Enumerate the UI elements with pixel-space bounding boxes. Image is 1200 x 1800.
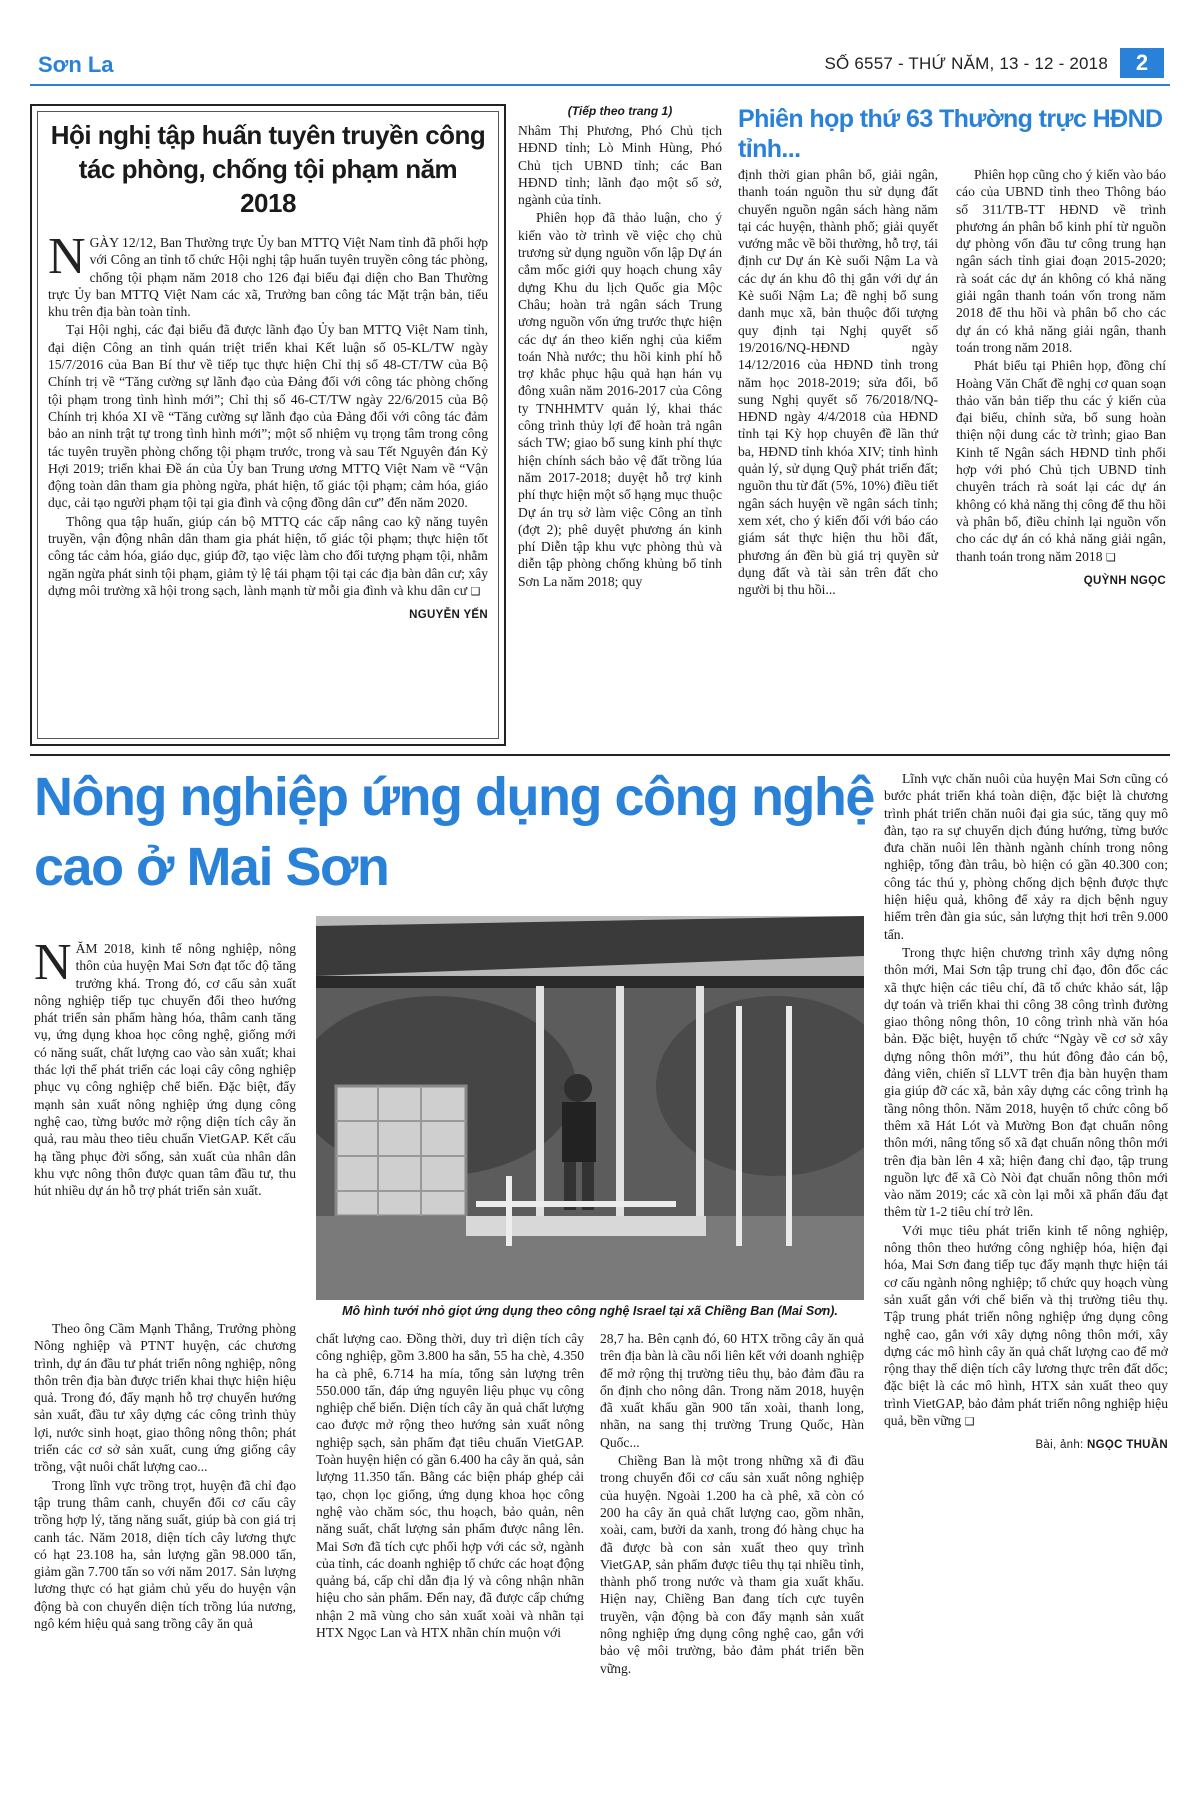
article-title: Hội nghị tập huấn tuyên truyền công tác phòng, chống tội phạm năm 2018 xyxy=(50,120,486,218)
end-mark: ❑ xyxy=(1105,551,1116,564)
end-mark: ❑ xyxy=(964,1415,975,1428)
paragraph xyxy=(48,513,488,601)
issue-info: SỐ 6557 - THỨ NĂM, 13 - 12 - 2018 xyxy=(824,54,1108,73)
paragraph: định thời gian phân bổ, giải ngân, thanh toán nguồn thu sử dụng đất chuyển nguồn ngân sách hàng năm tại các huyện, thành phố; giải quyết vướng mắc về bồi thường, hỗ trợ, tái định cư Dự án Kè suối Nậm La và các dự án khu đô thị gắn với dự án Kè suối Nậm La; đề nghị bổ sung danh mục xã, bản thuộc đối tượng quy định tại Nghị quyết số 19/2016/NQ-HĐND ngày 14/12/2016 của HĐND tỉnh trong năm học 2018-2019; sửa đổi, bổ sung Nghị quyết số 76/2018/NQ-HĐND ngày 4/4/2018 của HĐND tỉnh tại Kỳ họp chuyên đề lần thứ ba, HĐND tỉnh khóa XIV; tỉnh hình quản lý, sử dụng Quỹ phát triển đất; nguồn thu từ đất (5%, 10%) điều tiết ngân sách huyện về ngân sách tỉnh; xem xét, cho ý kiến đối với báo cáo giám sát thực hiện thu hồi đất, phương án đền bù giá trị quyền sử dụng đất và tài sản trên đất cho người bị thu hồi... xyxy=(738,167,938,598)
article-body xyxy=(46,228,490,625)
article-body xyxy=(884,770,1168,1455)
paragraph: Tại Hội nghị, các đại biểu đã được lãnh đạo Ủy ban MTTQ Việt Nam tỉnh, đại diện Công an tỉnh quán triệt triển khai Kết luận số 05-KL/TW ngày 15/7/2016 của Ban Bí thư về tiếp tục thực hiện Chỉ thị số 48-CT/TW của Bộ Chính trị về “Tăng cường sự lãnh đạo của Đảng đối với công tác phòng chống tội phạm trong tình hình mới”; Chỉ thị số 46-CT/TW ngày 22/6/2015 của Bộ Chính trị khóa XI về “Tăng cường sự lãnh đạo của Đảng đối với công tác đảm bảo an ninh trật tự trong tình hình mới”; một số nhiệm vụ trọng tâm trong công tác tuyên truyền phòng chống tội phạm trước, trong và sau Tết Nguyên đán Kỷ Hợi 2019; triển khai Đề án của Ủy ban Trung ương MTTQ Việt Nam về “Vận động toàn dân tham gia phòng ngừa, phát hiện, tố giác tội phạm; cảm hóa, giáo dục, cải tạo người phạm tội tại gia đình và cộng đồng dân cư” đến năm 2020. xyxy=(48,322,488,511)
paragraph: Chiềng Ban là một trong những xã đi đầu trong chuyển đổi cơ cấu sản xuất nông nghiệp của huyện. Ngoài 1.200 ha cà phê, xã còn có 200 ha cây ăn quả chất lượng cao, gồm nhãn, xoài, cam, bưởi da xanh, trong đó hàng chục ha đã được bà con sản xuất theo quy trình VietGAP, sản phẩm được tiêu thụ tại nhiều tỉnh, thành phố trong nước và tham gia xuất khẩu. Hiện nay, Chiềng Ban đang tích cực tuyên truyền, vận động bà con đẩy mạnh sản xuất nông nghiệp ứng dụng công nghệ cao, gắn với bảo vệ môi trường, bảo đảm phát triển bền vững. xyxy=(600,1453,864,1676)
section-divider xyxy=(30,754,1170,756)
paragraph: Trong lĩnh vực trồng trọt, huyện đã chỉ đạo tập trung thâm canh, chuyển đổi cơ cấu cây trồng hợp lý, tăng năng suất, giúp bà con giá trị canh tác. Năm 2018, diện tích cây lương thực có hạt 23.108 ha, sản lượng gần 98.000 tấn, giảm gần 7.700 tấn so với năm 2017. Sản lượng lương thực có hạt giảm chủ yếu do huyện vận động bà con chuyển diện tích trồng lúa nương, ngô kém hiệu quả sang trồng cây ăn quả xyxy=(34,1477,296,1632)
article-body xyxy=(34,1320,296,1632)
paragraph: Trong thực hiện chương trình xây dựng nông thôn mới, Mai Sơn tập trung chỉ đạo, đôn đốc các xã thực hiện các tiêu chí, đã tổ chức khảo sát, lập dự toán và triển khai thi công 38 công trình đường giao thông nông thôn, 10 công trình nhà văn hóa bản. Đặc biệt, huyện tổ chức “Ngày về cơ sở xây dựng nông thôn mới”, thu hút đông đảo cán bộ, đảng viên, chiến sĩ LLVT trên địa bàn huyện tham gia giúp đỡ các xã, bản xây dựng các công trình hạ tầng nông thôn. Năm 2018, huyện tổ chức công bố thêm xã Hát Lót và Mường Bon đạt chuẩn nông thôn mới, nâng tổng số xã đạt chuẩn nông thôn mới trên địa bàn lên 4 xã; hiện đang chỉ đạo, tập trung nguồn lực để xã Cò Nòi đạt chuẩn nông thôn mới vào năm 2019; các xã còn lại mỗi xã phấn đấu đạt thêm từ 1-2 tiêu chí trở lên. xyxy=(884,944,1168,1220)
page-number: 2 xyxy=(1120,48,1164,78)
paragraph-text: Phát biểu tại Phiên họp, đồng chí Hoàng Văn Chất đề nghị cơ quan soạn thảo văn bản tiếp thu các ý kiến của đại biểu, chỉnh sửa, bổ sung hoàn thiện nội dung các tờ trình; giao Ban Kinh tế Ngân sách HĐND tỉnh phối hợp với phó Chủ tịch UBND tỉnh chuyên trách rà soát lại các dự án không có khả năng thị công để thu hồi và phân bổ, điều chỉnh lại nguồn vốn cho các dự án có khả năng giải ngân, thanh toán trong năm 2018 xyxy=(956,358,1166,564)
article-column xyxy=(316,1330,584,1780)
byline: NGUYỄN YẾN xyxy=(409,609,488,622)
photo-caption: Mô hình tưới nhỏ giọt ứng dụng theo công nghệ Israel tại xã Chiềng Ban (Mai Sơn). xyxy=(342,1304,838,1318)
paragraph: Phiên họp đã thảo luận, cho ý kiến vào tờ trình về việc chọ chủ trương sử dụng nguồn vốn lập Dự án cắm mốc giới quy hoạch chung xây dựng Khu du lịch Quốc gia Mộc Châu; hoàn trả ngân sách Trung ương nguồn vốn ứng trước thực hiện các dự án theo kiến nghị của kiểm toán Nhà nước; thu hồi kinh phí hỗ trợ khắc phục hậu quả hạn hán vụ đông xuân năm 2016-2017 của Công ty TNHHMTV quản lý, khai thác công trình thủy lợi để hoàn trả ngân sách TW; giao bổ sung kinh phí thực hiện chính sách bảo vệ đất trồng lúa năm 2017-2018; duyệt hỗ trợ kinh phí thực hiện một số hạng mục thuộc Dự án trụ sở làm việc Công an tỉnh (đợt 2); phê duyệt phương án kinh phí Diễn tập khu vực phòng thủ và diễn tập phòng chống khủng bố tỉnh Sơn La năm 2018; quy xyxy=(518,210,722,589)
paragraph: Phiên họp cũng cho ý kiến vào báo cáo của UBND tỉnh theo Thông báo số 311/TB-TT HĐND về trình phương án phân bổ kinh phí từ nguồn dự phòng vốn đầu tư công trung hạn ngân sách tỉnh giai đoạn 2015-2020; rà soát các dự án không có khả năng giải ngân thanh toán vốn trong năm 2018 để thu hồi và phân bổ cho các dự án có khả năng giải ngân, thanh toán trong năm 2018. xyxy=(956,167,1166,355)
article-column xyxy=(956,166,1166,746)
paragraph-text: Thông qua tập huấn, giúp cán bộ MTTQ các cấp nâng cao kỹ năng tuyên truyền, vận động nhân dân tham gia phát hiện, tố giác tội phạm; thực hiện tốt công tác cảm hóa, giáo dục, giúp đỡ, tạo việc làm cho đối tượng phạm tội, nhằm ngăn ngừa phát sinh tội phạm, giảm tỷ lệ tái phạm tội tại các địa bàn dân cư; xây dựng môi trường xã hội trong sạch, lành mạnh từ mỗi gia đình và khu dân cư xyxy=(48,513,488,598)
drop-cap: N xyxy=(48,228,86,285)
byline-prefix: Bài, ảnh: xyxy=(1035,1439,1084,1452)
farm-irrigation-photo xyxy=(316,916,864,1300)
article-body xyxy=(738,166,938,598)
article-body xyxy=(34,934,296,1199)
byline xyxy=(884,1437,1168,1454)
paragraph xyxy=(34,934,296,1199)
paragraph: chất lượng cao. Đồng thời, duy trì diện tích cây công nghiệp, gồm 3.800 ha sắn, 55 ha chè, 4.350 ha cà phê, 6.714 ha mía, tổng sản lượng trên 550.000 tấn, đáp ứng nguyên liệu phục vụ công nghiệp chế biến. Diện tích cây ăn quả chất lượng cao được mở rộng theo hướng sản xuất nông nghiệp sạch, sản phẩm đạt tiêu chuẩn VietGAP. Toàn huyện hiện có gần 6.400 ha cây ăn quả, sản lượng 11.350 tấn. Bằng các biện pháp ghép cải tạo, chọn lọc giống, ứng dụng khoa học công nghệ vào chăm sóc, thu hoạch, bảo quản, nên năng suất, chất lượng sản phẩm được nâng lên. Mai Sơn đã tích cực phối hợp với các sở, ngành của tỉnh, các doanh nghiệp tổ chức các hoạt động quảng bá, cấp chỉ dẫn địa lý và công nhận nhãn hiệu cho sản phẩm. Đến nay, đã được cấp chứng nhận 2 mã vùng cho sản xuất xoài và nhãn tại HTX Ngọc Lan và HTX nhãn chín muộn với xyxy=(316,1331,584,1641)
byline-author: NGỌC THUẦN xyxy=(1087,1439,1168,1452)
article-continued-column xyxy=(518,104,722,744)
continued-note: (Tiếp theo trang 1) xyxy=(567,104,673,118)
drop-cap: N xyxy=(34,934,72,991)
article-column xyxy=(738,166,938,746)
article-body xyxy=(316,1330,584,1641)
paragraph xyxy=(884,1222,1168,1432)
article-body xyxy=(518,122,722,590)
article-body xyxy=(600,1330,864,1677)
paragraph-text: Với mục tiêu phát triển kinh tế nông nghiệp, nông thôn theo hướng công nghiệp hóa, hiện đại hóa, Mai Sơn đang tiếp tục đẩy mạnh thực hiện tái cơ cấu ngành nông nghiệp; tổ chức quy hoạch vùng sản xuất gắn với chế biến và thị trường tiêu thụ. Tập trung phát triển nông nghiệp ứng dụng công nghệ cao, gắn với xây dựng nông thôn mới, xây dựng các mô hình cây ăn quả chất lượng cao để mở rộng thay thế diện tích cây lương thực trên đất dốc; đặc biệt là các mô hình, HTX sản xuất theo quy trình VietGAP, bảo đảm phát triển nông nghiệp hiệu quả, bền vững xyxy=(884,1222,1168,1428)
article-column xyxy=(34,934,296,1210)
paragraph: 28,7 ha. Bên cạnh đó, 60 HTX trồng cây ăn quả trên địa bàn là cầu nối liên kết với doanh nghiệp để mở rộng thị trường tiêu thụ, bảo đảm đầu ra ổn định cho nông dân. Trong năm 2018, huyện đã xuất khẩu gần 900 tấn xoài, thanh long, nhãn, na sang thị trường Trung Quốc, Hàn Quốc... xyxy=(600,1331,864,1450)
article-crime-prevention xyxy=(30,104,506,746)
article-title: Phiên họp thứ 63 Thường trực HĐND tỉnh... xyxy=(738,105,1163,163)
article-column xyxy=(600,1330,864,1780)
paragraph xyxy=(956,357,1166,567)
paragraph: Lĩnh vực chăn nuôi của huyện Mai Sơn cũng có bước phát triển khá toàn diện, đặc biệt là chương trình phát triển chăn nuôi đại gia súc, tăng quy mô đàn, tạo ra sự chuyển dịch đúng hướng, từng bước đưa chăn nuôi lên thành ngành chính trong nông nghiệp, tổng đàn trâu, bò hiện có gần 40.300 con; công tác thú y, phòng chống dịch bệnh được thực hiện hiệu quả, không để xảy ra dịch bệnh nguy hiểm trên đàn gia súc, sản lượng thịt hơi trên 9.000 tấn. xyxy=(884,771,1168,942)
article-column xyxy=(34,1320,296,1780)
feature-title: Nông nghiệp ứng dụng công nghệ cao ở Mai Sơn xyxy=(34,767,874,897)
paragraph xyxy=(48,228,488,320)
section-name: Sơn La xyxy=(38,52,114,77)
paragraph: Theo ông Cầm Mạnh Thắng, Trưởng phòng Nông nghiệp và PTNT huyện, các chương trình, dự án đầu tư phát triển nông nghiệp, nông thôn trên địa bàn được triển khai thực hiện hiệu quả. Trong đó, đẩy mạnh hỗ trợ chuyển hướng sản xuất, đầu tư xây dựng các công trình thủy lợi, nước sinh hoạt, giao thông nông thôn; phát triển các cơ sở sản xuất, cung ứng giống cây trồng, vật nuôi chất lượng cao... xyxy=(34,1321,296,1475)
paragraph: Nhâm Thị Phương, Phó Chủ tịch HĐND tỉnh; Lò Minh Hùng, Phó Chủ tịch UBND tỉnh; các Ban HĐND tỉnh; lãnh đạo một số sở, ngành của tỉnh. xyxy=(518,123,722,208)
article-body xyxy=(956,166,1166,590)
byline: QUỲNH NGỌC xyxy=(1083,574,1166,587)
article-column xyxy=(884,770,1168,1780)
photo-illustration xyxy=(316,916,864,1300)
paragraph-text: ĂM 2018, kinh tế nông nghiệp, nông thôn của huyện Mai Sơn đạt tốc độ tăng trưởng khá. Trong đó, cơ cấu sản xuất nông nghiệp tiếp tục chuyển đổi theo hướng phát triển sản phẩm hàng hóa, thâm canh tăng vụ, ứng dụng khoa học công nghệ, giống mới có năng suất, chất lượng cao vào sản xuất; khai thác lợi thế phát triển các loại cây công nghiệp phục vụ công nghiệp chế biến. Đặc biệt, đẩy mạnh sản xuất nông nghiệp ứng dụng công nghệ cao, từng bước mở rộng diện tích cây ăn quả, rau màu theo tiêu chuẩn VietGAP. Kết cấu hạ tầng phục đời sống, sản xuất của nhân dân khu vực nông thôn được quan tâm đầu tư, thu hút nhiều dự án hỗ trợ phát triển sản xuất. xyxy=(34,941,296,1199)
header-rule xyxy=(30,84,1170,86)
page-header xyxy=(0,0,1200,86)
end-mark: ❑ xyxy=(470,585,481,598)
paragraph-text: GÀY 12/12, Ban Thường trực Ủy ban MTTQ Việt Nam tỉnh đã phối hợp với Công an tỉnh tổ chức Hội nghị tập huấn tuyên truyền công tác phòng, chống tội phạm năm 2018 cho 126 đại biểu đại diện cho Ban Thường trực Ủy ban MTTQ Việt Nam các xã, Trưởng ban công tác Mặt trận bản, tiểu khu trên địa bàn toàn tỉnh. xyxy=(48,235,488,320)
